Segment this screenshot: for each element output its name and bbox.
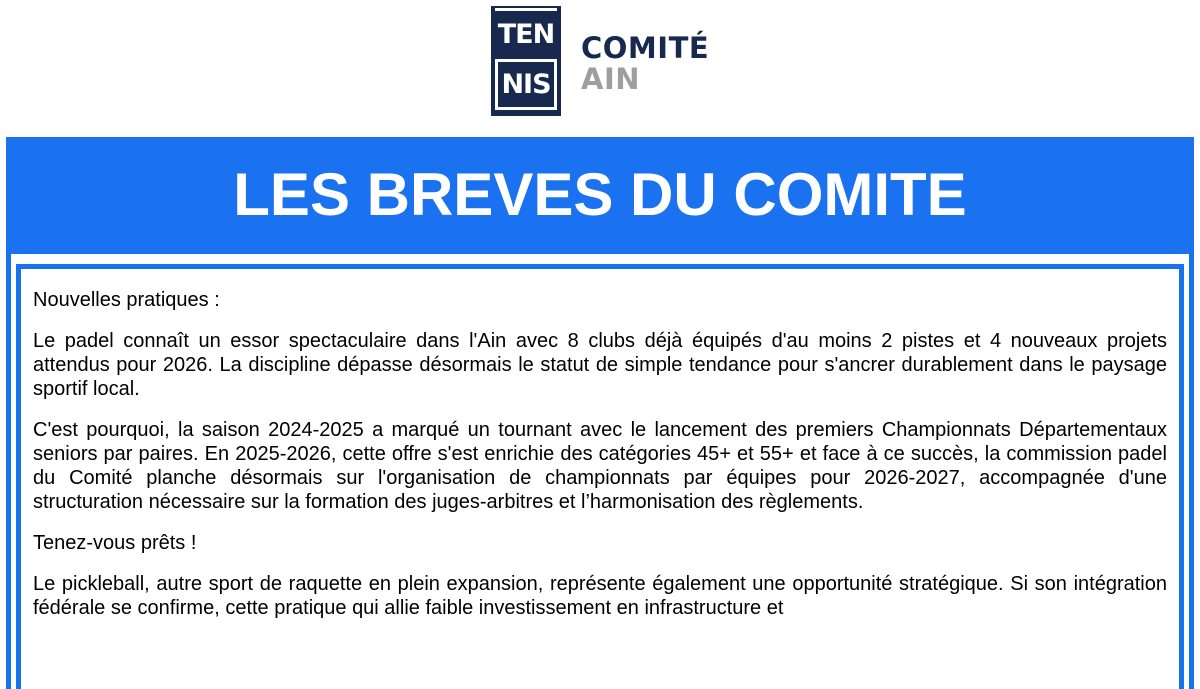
logo-emblem <box>491 6 561 116</box>
tennis-comite-ain-logo <box>491 6 725 116</box>
logo-court-line-top <box>495 8 557 11</box>
article-content <box>21 269 1179 689</box>
article-paragraph-championnats: C'est pourquoi, la saison 2024-2025 a marqué un tournant avec le lancement des premiers Championnats Départementaux seniors par paires. En 2025-2026, cette offre s'est enrichie des catégories 45+ et 55+ et face à ce succès, la commission padel du Comité planche désormais sur l'organisation de championnats par équipes pour 2026-2027, accompagnée d'une structuration nécessaire sur la formation des juges-arbitres et l’harmonisation des règlements. <box>33 419 1167 513</box>
logo-court-line-bottom <box>495 107 557 110</box>
article-paragraph-padel: Le padel connaît un essor spectaculaire dans l'Ain avec 8 clubs déjà équipés d'au moins 2 pistes et 4 nouveaux projets attendus pour 2026. La discipline dépasse désormais le statut de simple tendance pour s'ancrer durablement dans le paysage sportif local. <box>33 330 1167 400</box>
header <box>6 0 1194 137</box>
article-heading-nouvelles-pratiques: Nouvelles pratiques : <box>33 289 220 311</box>
logo-text-ain: AIN <box>581 62 641 96</box>
article-paragraph-pickleball: Le pickleball, autre sport de raquette en plein expansion, représente également une opportunité stratégique. Si son intégration fédérale se confirme, cette pratique qui allie faible investissement en infrastructure et <box>33 573 1167 619</box>
logo-word-ten: TEN <box>497 19 555 50</box>
banner-title: LES BREVES DU COMITE <box>233 161 967 228</box>
logo-court-line-middle <box>495 59 557 62</box>
article-heading-tenez-vous-prets: Tenez-vous prêts ! <box>33 532 197 554</box>
article-text <box>33 288 1167 637</box>
logo-text-comite: COMITÉ <box>581 31 710 65</box>
logo-word-nis: NIS <box>501 69 551 100</box>
